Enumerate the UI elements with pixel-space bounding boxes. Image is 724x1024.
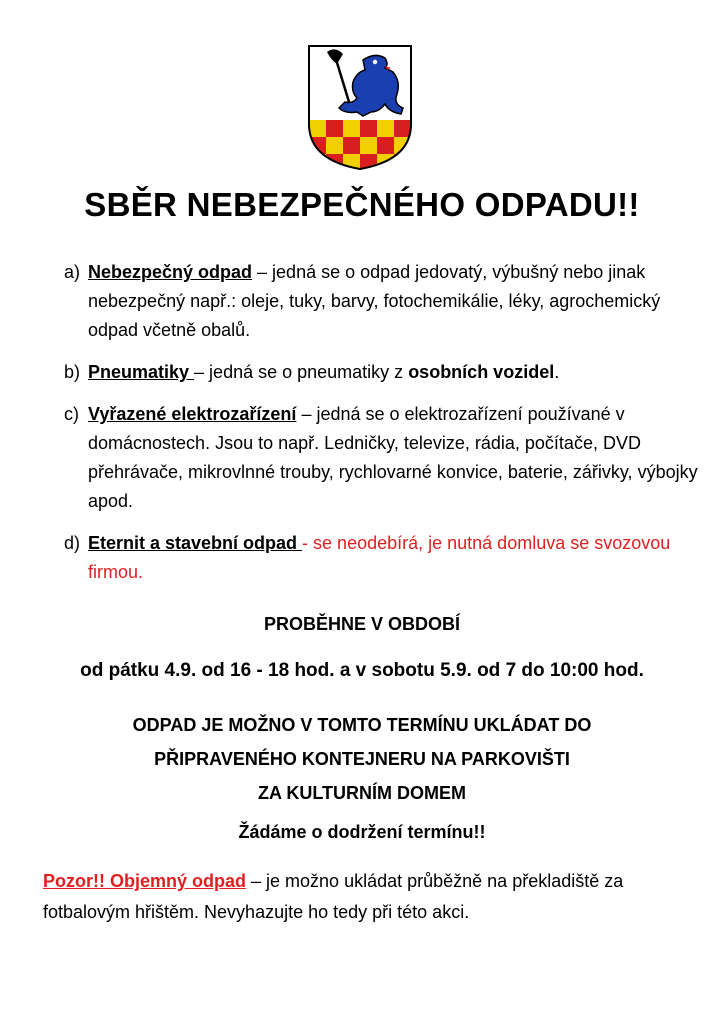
- category-term: Vyřazené elektrozařízení: [88, 404, 297, 424]
- note-text: – je možno ukládat průběžně na překladiště za fotbalovým hřištěm. Nevyhazujte ho tedy při této akci.: [43, 871, 624, 922]
- coat-of-arms-icon: [305, 42, 415, 172]
- disposal-line: PŘIPRAVENÉHO KONTEJNERU NA PARKOVIŠTI: [154, 749, 570, 769]
- category-term: Nebezpečný odpad: [88, 262, 253, 282]
- list-item: [64, 400, 704, 516]
- list-marker: b): [64, 362, 81, 382]
- list-marker: a): [64, 262, 81, 282]
- category-description-end: .: [554, 362, 560, 382]
- list-item: [64, 358, 704, 387]
- page-title: SBĚR NEBEZPEČNÉHO ODPADU!!: [84, 186, 640, 223]
- disposal-instructions: [0, 708, 724, 810]
- category-term: Pneumatiky: [88, 362, 195, 382]
- category-emphasis: osobních vozidel: [408, 362, 555, 382]
- request-text: Žádáme o dodržení termínu!!: [238, 822, 486, 842]
- disposal-line: ZA KULTURNÍM DOMEM: [258, 783, 466, 803]
- list-item: [64, 529, 704, 587]
- list-marker: d): [64, 533, 81, 553]
- list-item: [64, 258, 704, 345]
- category-term: Eternit a stavební odpad: [88, 533, 303, 553]
- period-heading: PROBĚHNE V OBDOBÍ: [263, 614, 461, 634]
- category-description: – jedná se o odpad jedovatý, výbušný nebo jinak nebezpečný např.: oleje, tuky, barvy, fotochemikálie, léky, agrochemický odpad včetně obalů.: [88, 262, 661, 340]
- note-warning: Pozor!! Objemný odpad: [43, 871, 247, 891]
- category-description: – jedná se o pneumatiky z: [194, 362, 409, 382]
- disposal-line: ODPAD JE MOŽNO V TOMTO TERMÍNU UKLÁDAT DO: [132, 715, 592, 735]
- category-warning: - se neodebírá, je nutná domluva se svozovou firmou.: [88, 533, 671, 582]
- waste-category-list: [64, 258, 704, 587]
- list-marker: c): [64, 404, 79, 424]
- category-description: – jedná se o elektrozařízení používané v domácnostech. Jsou to např. Ledničky, televize, rádia, počítače, DVD přehrávače, mikrovlnné trouby, rychlovarné konvice, baterie, zářivky, výbojky apod.: [88, 404, 698, 511]
- bulky-waste-note: [43, 866, 703, 928]
- date-line: od pátku 4.9. od 16 - 18 hod. a v sobotu 5.9. od 7 do 10:00 hod.: [80, 660, 644, 681]
